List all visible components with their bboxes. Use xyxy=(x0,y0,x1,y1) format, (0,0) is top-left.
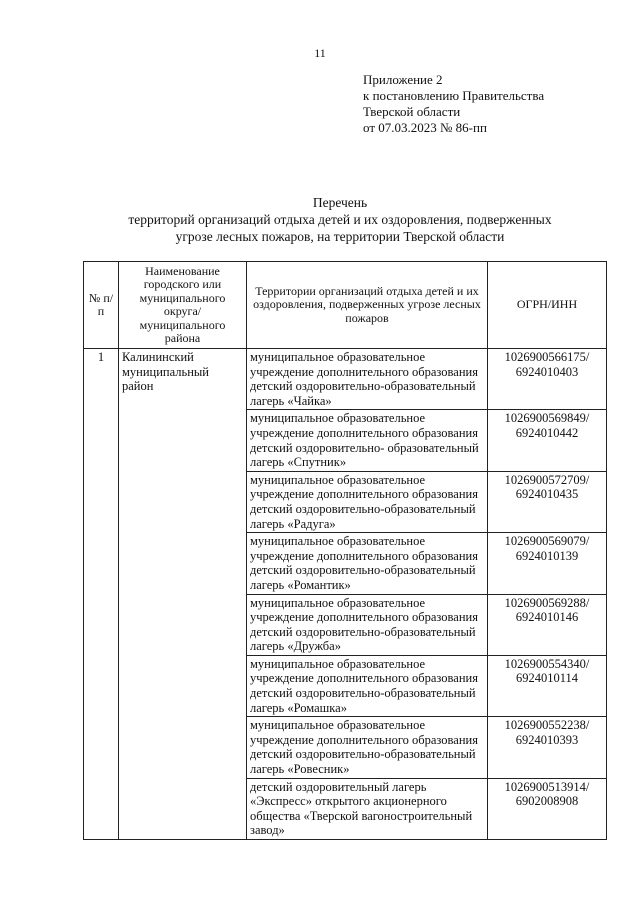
appendix-line: Приложение 2 xyxy=(363,72,443,87)
ogrn-cell: 1026900569288/ 6924010146 xyxy=(488,594,607,655)
territory-cell: детский оздоровительный лагерь «Экспресс» открытого акционерного общества «Тверской вагоностроительный завод» xyxy=(247,778,488,839)
territory-cell: муниципальное образовательное учреждение дополнительного образования детский оздоровительно-образовательный лагерь «Дружба» xyxy=(247,594,488,655)
header-ogrn: ОГРН/ИНН xyxy=(488,262,607,349)
title-line: территорий организаций отдыха детей и их оздоровления, подверженных xyxy=(128,212,552,227)
header-num: № п/п xyxy=(84,262,119,349)
ogrn-cell: 1026900572709/ 6924010435 xyxy=(488,471,607,532)
ogrn-cell: 1026900513914/ 6902008908 xyxy=(488,778,607,839)
page-number: 11 xyxy=(314,46,326,60)
ogrn-cell: 1026900569079/ 6924010139 xyxy=(488,533,607,594)
header-territory: Территории организаций отдыха детей и их оздоровления, подверженных угрозе лесных пожаров xyxy=(247,262,488,349)
row-number: 1 xyxy=(84,349,119,840)
title-line: угрозе лесных пожаров, на территории Тверской области xyxy=(175,229,505,244)
territory-cell: муниципальное образовательное учреждение дополнительного образования детский оздоровительно-образовательный лагерь «Ромашка» xyxy=(247,655,488,716)
territory-cell: муниципальное образовательное учреждение дополнительного образования детский оздоровительно-образовательный лагерь «Радуга» xyxy=(247,471,488,532)
territory-cell: муниципальное образовательное учреждение дополнительного образования детский оздоровительно- образовательный лагерь «Спутник» xyxy=(247,410,488,471)
territory-cell: муниципальное образовательное учреждение дополнительного образования детский оздоровительно-образовательный лагерь «Чайка» xyxy=(247,349,488,410)
appendix-line: Тверской области xyxy=(363,104,461,119)
table-row xyxy=(84,349,607,410)
appendix-line: к постановлению Правительства xyxy=(363,88,545,103)
territory-cell: муниципальное образовательное учреждение дополнительного образования детский оздоровительно-образовательный лагерь «Ровесник» xyxy=(247,717,488,778)
territories-table xyxy=(83,261,607,840)
ogrn-cell: 1026900569849/ 6924010442 xyxy=(488,410,607,471)
header-district: Наименование городского или муниципального округа/ муниципального района xyxy=(119,262,247,349)
appendix-header xyxy=(363,72,544,136)
title-line: Перечень xyxy=(312,195,368,210)
ogrn-cell: 1026900554340/ 6924010114 xyxy=(488,655,607,716)
ogrn-cell: 1026900566175/ 6924010403 xyxy=(488,349,607,410)
appendix-line: от 07.03.2023 № 86-пп xyxy=(363,120,487,135)
district-name: Калининский муниципальный район xyxy=(119,349,247,840)
ogrn-cell: 1026900552238/ 6924010393 xyxy=(488,717,607,778)
document-title xyxy=(80,194,600,245)
territory-cell: муниципальное образовательное учреждение дополнительного образования детский оздоровительно-образовательный лагерь «Романтик» xyxy=(247,533,488,594)
table-header-row xyxy=(84,262,607,349)
